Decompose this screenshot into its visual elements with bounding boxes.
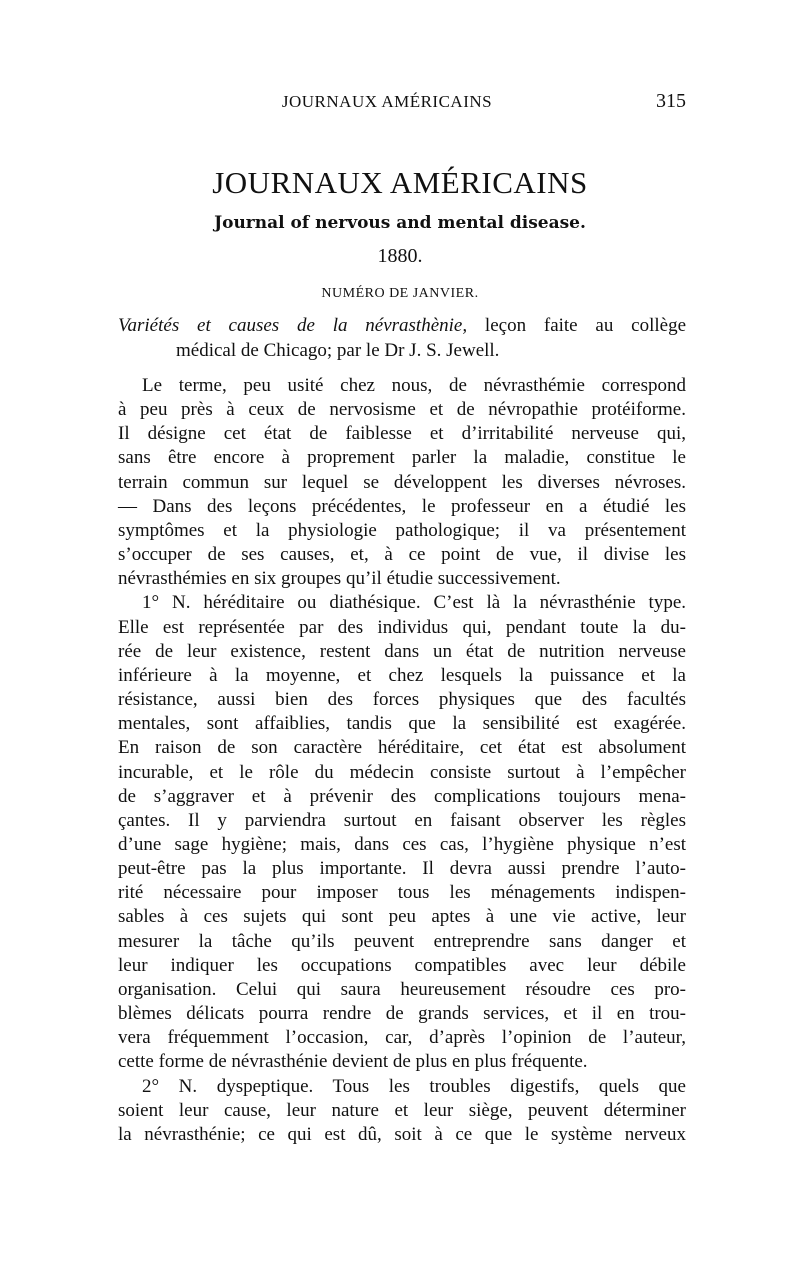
body-line: de s’aggraver et à prévenir des complications toujours mena- [118,785,686,807]
article-heading [118,313,686,363]
body-line: à peu près à ceux de nervosisme et de névropathie protéiforme. [118,399,686,421]
body-line: incurable, et le rôle du médecin consiste surtout à l’empêcher [118,761,686,783]
body-line: la névrasthénie; ce qui est dû, soit à ce que le système nerveux [118,1123,686,1145]
page-number: 315 [656,90,686,112]
journal-name: Journal of nervous and mental disease. [214,213,586,233]
body-line: 1° N. héréditaire ou diathésique. C’est là la névrasthénie type. [142,592,686,614]
body-line: Elle est représentée par des individus qui, pendant toute la du- [118,616,686,638]
body-line: soient leur cause, leur nature et leur siège, peuvent déterminer [118,1099,686,1121]
body-line: résistance, aussi bien des forces physiques que des facultés [118,689,686,711]
body-line: névrasthémies en six groupes qu’il étudie successivement. [118,568,561,590]
body-line: vera fréquemment l’occasion, car, d’après l’opinion de l’auteur, [118,1027,686,1049]
section-title: JOURNAUX AMÉRICAINS [212,165,588,200]
body-line: blèmes délicats pourra rendre de grands services, et il en trou- [118,1003,686,1025]
running-header [118,90,686,113]
article-title-italic: Variétés et causes de la névrasthènie, [118,315,468,336]
body-line: sables à ces sujets qui sont peu aptes à une vie active, leur [118,906,686,928]
running-title: JOURNAUX AMÉRICAINS [281,92,493,111]
article-title-line-2: médical de Chicago; par le Dr J. S. Jewell. [176,340,500,361]
body-line: mentales, sont affaiblies, tandis que la sensibilité est exagérée. [118,713,686,735]
article-title-rest: leçon faite au collège [467,315,687,336]
article-title-line-1 [118,313,686,338]
body-line: mesurer la tâche qu’ils peuvent entreprendre sans danger et [118,930,686,952]
body-line: rité nécessaire pour imposer tous les ménagements indispen- [118,882,686,904]
body-line: rée de leur existence, restent dans un état de nutrition nerveuse [118,640,686,662]
body-line: peut-être pas la plus importante. Il devra aussi prendre l’auto- [118,858,686,880]
body-line: sans être encore à proprement parler la maladie, constitue le [118,447,686,469]
body-line: organisation. Celui qui saura heureusement résoudre ces pro- [118,978,686,1000]
body-line: leur indiquer les occupations compatibles avec leur débile [118,954,686,976]
body-line: cette forme de névrasthénie devient de plus en plus fréquente. [118,1051,588,1073]
issue-label: NUMÉRO DE JANVIER. [321,286,479,301]
body-line: En raison de son caractère héréditaire, cet état est absolument [118,737,686,759]
article-body [118,374,686,1147]
body-line: inférieure à la moyenne, et chez lesquels la puissance et la [118,664,686,686]
body-line: symptômes et la physiologie pathologique; il va présentement [118,519,686,541]
body-line: çantes. Il y parviendra surtout en faisant observer les règles [118,809,686,831]
body-line: Le terme, peu usité chez nous, de névrasthémie correspond [142,375,686,396]
body-line: s’occuper de ses causes, et, à ce point de vue, il divise les [118,544,686,566]
publication-year: 1880. [377,245,423,267]
body-line: d’une sage hygiène; mais, dans ces cas, l’hygiène physique n’est [118,833,686,855]
body-line: 2° N. dyspeptique. Tous les troubles digestifs, quels que [142,1075,686,1097]
body-line: Il désigne cet état de faiblesse et d’irritabilité nerveuse qui, [118,423,686,445]
body-line: terrain commun sur lequel se développent les diverses névroses. [118,471,686,493]
body-line: — Dans des leçons précédentes, le professeur en a étudié les [118,495,686,517]
